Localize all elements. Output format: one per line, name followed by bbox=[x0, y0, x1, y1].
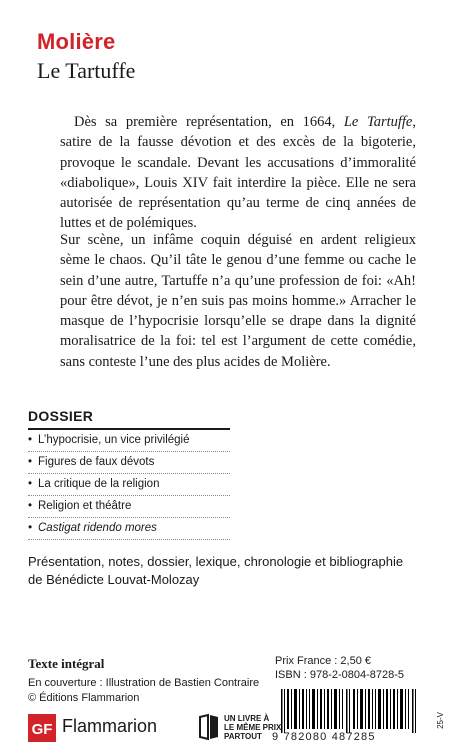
price: Prix France : 2,50 € bbox=[275, 655, 371, 667]
credits-line: de Bénédicte Louvat-Molozay bbox=[28, 572, 200, 587]
prix-unique-line: UN LIVRE À bbox=[224, 714, 270, 723]
editorial-credits bbox=[28, 553, 428, 589]
book-icon bbox=[198, 713, 220, 741]
cover-illustration-credit: En couverture : Illustration de Bastien Contraire bbox=[28, 677, 260, 689]
gf-logo-icon bbox=[28, 714, 56, 742]
summary-text: , satire de la fausse dévotion et des excès de la bigoterie, provoque le scandale. Devant les accusations d’immoralité «diabolique», Louis XIV fait interdire la pièce. Elle ne sera autorisée de représentation qu’au terme de cinq années de luttes et de polémiques. bbox=[60, 114, 416, 232]
book-title: Le Tartuffe bbox=[37, 58, 136, 83]
dossier-section bbox=[28, 408, 230, 540]
publisher-name: Flammarion bbox=[62, 716, 158, 736]
dossier-item: • L’hypocrisie, un vice privilégié bbox=[28, 430, 230, 452]
copyright: © Éditions Flammarion bbox=[28, 692, 140, 704]
dossier-item: • Religion et théâtre bbox=[28, 496, 230, 518]
dossier-heading: DOSSIER bbox=[28, 408, 94, 424]
cover-credits bbox=[28, 676, 259, 706]
gf-logo-text: GF bbox=[31, 721, 53, 738]
prix-unique-line: LE MÊME PRIX bbox=[224, 723, 282, 732]
author-name: Molière bbox=[37, 29, 116, 54]
credits-line: Présentation, notes, dossier, lexique, chronologie et bibliographie bbox=[28, 554, 404, 569]
dossier-list bbox=[28, 428, 230, 540]
barcode-number: 9 782080 487285 bbox=[272, 731, 376, 743]
isbn: ISBN : 978-2-0804-8728-5 bbox=[275, 669, 405, 681]
summary-paragraph-2: Sur scène, un infâme coquin déguisé en ardent religieux sème le chaos. Qu’il tâte le genou d’une femme ou cache le sein d’une autre, Tartuffe n’a qu’une profession de foi: «Ah! pour être dévot, je n’en suis pas moins homme.» Arracher le masque de l’hypocrisie lorsqu’elle se drape dans la dignité moralisatrice de la foi: tel est l’argument de cette comédie, sans conteste l’une des plus acides de Molière. bbox=[60, 232, 416, 370]
prix-unique-line: PARTOUT bbox=[224, 732, 262, 741]
summary-paragraph-1 bbox=[60, 112, 416, 234]
dossier-item: • Figures de faux dévots bbox=[28, 452, 230, 474]
price-block bbox=[275, 655, 425, 681]
dossier-item: • Castigat ridendo mores bbox=[28, 518, 230, 540]
texte-integral-label: Texte intégral bbox=[28, 656, 105, 671]
dossier-item: • La critique de la religion bbox=[28, 474, 230, 496]
summary-text: Dès sa première représentation, en 1664, bbox=[74, 114, 344, 130]
barcode-icon bbox=[275, 689, 425, 733]
summary-title-italic: Le Tartuffe bbox=[343, 114, 413, 130]
prix-unique-label bbox=[224, 714, 281, 741]
side-code: 25-V bbox=[436, 712, 445, 729]
